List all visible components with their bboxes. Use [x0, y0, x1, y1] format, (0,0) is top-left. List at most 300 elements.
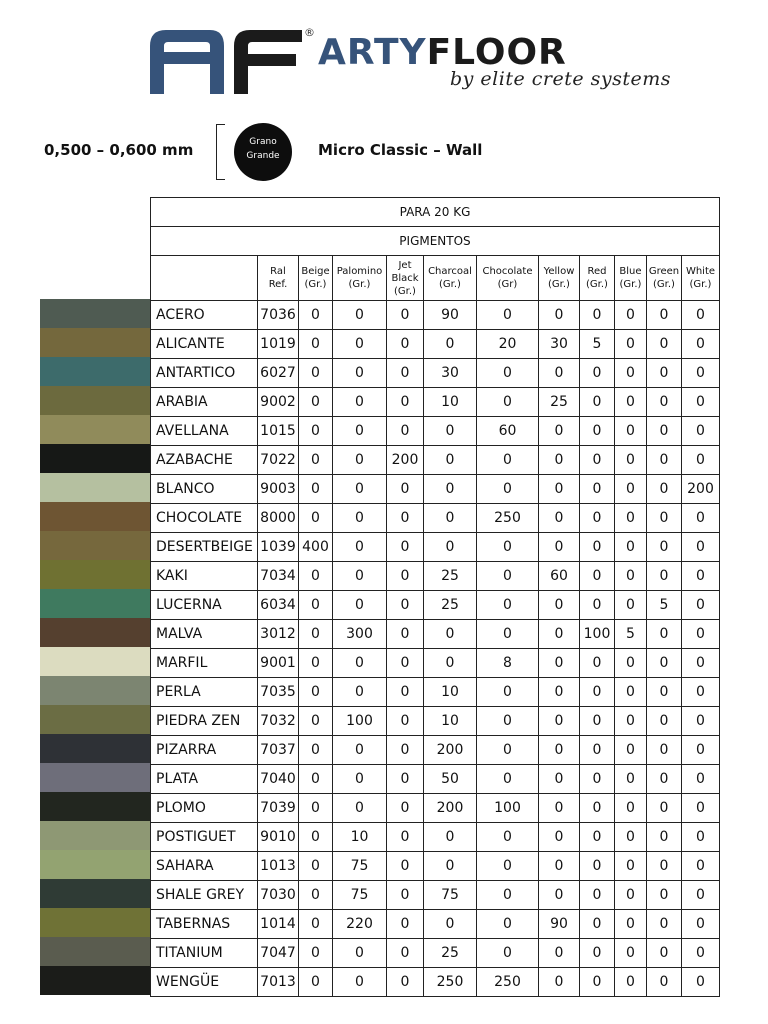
color-name-cell: AZABACHE [151, 446, 258, 475]
pigment-value-cell: 0 [580, 852, 615, 881]
pigment-value-cell: 0 [333, 446, 387, 475]
pigment-value-cell: 0 [580, 794, 615, 823]
pigment-value-cell: 0 [387, 533, 424, 562]
ral-ref-cell: 7047 [258, 939, 299, 968]
pigment-value-cell: 0 [387, 620, 424, 649]
pigment-value-cell: 0 [539, 591, 580, 620]
pigment-value-cell: 0 [615, 707, 647, 736]
color-swatch [40, 531, 150, 560]
pigment-value-cell: 0 [539, 446, 580, 475]
pigment-value-cell: 0 [647, 388, 682, 417]
pigment-value-cell: 90 [539, 910, 580, 939]
pigment-value-cell: 0 [647, 939, 682, 968]
pigment-value-cell: 0 [539, 939, 580, 968]
table-row [151, 475, 720, 504]
header-blank-cell [151, 256, 258, 301]
pigment-value-cell: 8 [477, 649, 539, 678]
pigment-value-cell: 0 [580, 301, 615, 330]
pigment-value-cell: 0 [539, 504, 580, 533]
pigment-value-cell: 25 [424, 562, 477, 591]
pigment-value-cell: 0 [615, 359, 647, 388]
table-row [151, 736, 720, 765]
pigment-value-cell: 100 [477, 794, 539, 823]
table-row [151, 301, 720, 330]
pigment-value-cell: 0 [682, 620, 720, 649]
pigment-value-cell: 0 [424, 533, 477, 562]
pigment-table [150, 197, 720, 997]
pigment-value-cell: 0 [424, 852, 477, 881]
table-row [151, 910, 720, 939]
pigment-value-cell: 0 [682, 852, 720, 881]
color-name-cell: MALVA [151, 620, 258, 649]
pigment-value-cell: 0 [580, 968, 615, 997]
pigment-value-cell: 0 [424, 649, 477, 678]
table-subtitle: PIGMENTOS [151, 227, 720, 256]
ral-ref-cell: 7034 [258, 562, 299, 591]
ral-ref-cell: 7035 [258, 678, 299, 707]
pigment-value-cell: 0 [477, 823, 539, 852]
pigment-value-cell: 0 [647, 301, 682, 330]
pigment-value-cell: 0 [299, 910, 333, 939]
pigment-value-cell: 0 [580, 765, 615, 794]
color-name-cell: CHOCOLATE [151, 504, 258, 533]
grain-badge-line1: Grano [249, 137, 277, 147]
pigment-value-cell: 0 [424, 620, 477, 649]
pigment-value-cell: 75 [333, 881, 387, 910]
pigment-value-cell: 0 [647, 417, 682, 446]
pigment-value-cell: 0 [615, 330, 647, 359]
pigment-value-cell: 0 [615, 417, 647, 446]
pigment-value-cell: 0 [580, 823, 615, 852]
ral-ref-cell: 8000 [258, 504, 299, 533]
ral-ref-cell: 7040 [258, 765, 299, 794]
pigment-value-cell: 0 [387, 359, 424, 388]
pigment-value-cell: 0 [387, 910, 424, 939]
pigment-value-cell: 0 [615, 794, 647, 823]
pigment-value-cell: 0 [615, 475, 647, 504]
pigment-value-cell: 0 [647, 968, 682, 997]
color-name-cell: WENGÜE [151, 968, 258, 997]
pigment-value-cell: 25 [424, 939, 477, 968]
pigment-value-cell: 30 [539, 330, 580, 359]
ral-ref-cell: 7036 [258, 301, 299, 330]
table-row [151, 620, 720, 649]
ral-ref-cell: 7037 [258, 736, 299, 765]
pigment-value-cell: 0 [615, 852, 647, 881]
pigment-value-cell: 0 [682, 388, 720, 417]
color-swatch [40, 908, 150, 937]
pigment-value-cell: 0 [647, 649, 682, 678]
artyfloor-logo [148, 24, 672, 104]
pigment-value-cell: 0 [333, 533, 387, 562]
pigment-value-cell: 0 [615, 678, 647, 707]
af-monogram-icon [148, 24, 308, 96]
pigment-value-cell: 0 [424, 417, 477, 446]
pigment-value-cell: 0 [580, 417, 615, 446]
table-row [151, 533, 720, 562]
pigment-value-cell: 0 [333, 649, 387, 678]
pigment-value-cell: 0 [299, 330, 333, 359]
pigment-value-cell: 0 [387, 852, 424, 881]
pigment-value-cell: 0 [333, 301, 387, 330]
pigment-value-cell: 0 [387, 823, 424, 852]
pigment-value-cell: 0 [477, 881, 539, 910]
ral-ref-cell: 6034 [258, 591, 299, 620]
pigment-value-cell: 0 [387, 736, 424, 765]
pigment-value-cell: 0 [647, 852, 682, 881]
pigment-value-cell: 0 [387, 678, 424, 707]
pigment-value-cell: 0 [615, 533, 647, 562]
pigment-value-cell: 0 [539, 620, 580, 649]
pigment-value-cell: 0 [387, 707, 424, 736]
pigment-value-cell: 0 [615, 649, 647, 678]
pigment-value-cell: 0 [299, 881, 333, 910]
pigment-value-cell: 0 [299, 968, 333, 997]
pigment-value-cell: 0 [333, 591, 387, 620]
color-name-cell: PIEDRA ZEN [151, 707, 258, 736]
pigment-value-cell: 0 [580, 475, 615, 504]
pigment-value-cell: 0 [299, 301, 333, 330]
pigment-value-cell: 0 [682, 591, 720, 620]
grain-badge [234, 123, 292, 181]
pigment-value-cell: 0 [647, 533, 682, 562]
pigment-value-cell: 0 [477, 359, 539, 388]
pigment-value-cell: 0 [387, 649, 424, 678]
pigment-value-cell: 0 [424, 823, 477, 852]
ral-ref-cell: 1013 [258, 852, 299, 881]
pigment-value-cell: 0 [387, 475, 424, 504]
pigment-value-cell: 0 [477, 939, 539, 968]
pigment-value-cell: 0 [682, 736, 720, 765]
color-swatch [40, 850, 150, 879]
pigment-value-cell: 0 [477, 736, 539, 765]
pigment-value-cell: 0 [299, 446, 333, 475]
ral-ref-cell: 6027 [258, 359, 299, 388]
pigment-value-cell: 0 [647, 765, 682, 794]
pigment-value-cell: 250 [477, 504, 539, 533]
pigment-value-cell: 0 [539, 765, 580, 794]
pigment-value-cell: 0 [477, 475, 539, 504]
ral-ref-cell: 7030 [258, 881, 299, 910]
pigment-value-cell: 25 [539, 388, 580, 417]
color-swatch [40, 879, 150, 908]
column-header-white: White (Gr.) [682, 256, 720, 301]
color-name-cell: SHALE GREY [151, 881, 258, 910]
pigment-value-cell: 0 [647, 794, 682, 823]
pigment-value-cell: 0 [299, 823, 333, 852]
pigment-value-cell: 0 [682, 330, 720, 359]
pigment-value-cell: 220 [333, 910, 387, 939]
ral-ref-cell: 9010 [258, 823, 299, 852]
pigment-value-cell: 0 [647, 620, 682, 649]
color-name-cell: SAHARA [151, 852, 258, 881]
pigment-value-cell: 0 [539, 475, 580, 504]
pigment-value-cell: 25 [424, 591, 477, 620]
pigment-value-cell: 0 [333, 968, 387, 997]
pigment-value-cell: 0 [387, 504, 424, 533]
table-row [151, 504, 720, 533]
ral-ref-cell: 9001 [258, 649, 299, 678]
pigment-value-cell: 0 [387, 591, 424, 620]
color-swatch [40, 763, 150, 792]
pigment-value-cell: 0 [424, 330, 477, 359]
color-name-cell: TABERNAS [151, 910, 258, 939]
pigment-value-cell: 0 [477, 852, 539, 881]
pigment-value-cell: 0 [615, 446, 647, 475]
pigment-value-cell: 0 [477, 591, 539, 620]
pigment-value-cell: 0 [580, 504, 615, 533]
color-name-cell: PLATA [151, 765, 258, 794]
pigment-value-cell: 0 [539, 736, 580, 765]
pigment-value-cell: 10 [333, 823, 387, 852]
ral-ref-cell: 1014 [258, 910, 299, 939]
ral-ref-cell: 1019 [258, 330, 299, 359]
pigment-value-cell: 0 [477, 301, 539, 330]
pigment-value-cell: 0 [477, 533, 539, 562]
brand-name: ARTYFLOOR [318, 32, 567, 73]
pigment-value-cell: 5 [580, 330, 615, 359]
pigment-value-cell: 0 [424, 446, 477, 475]
pigment-value-cell: 0 [539, 823, 580, 852]
pigment-value-cell: 0 [477, 678, 539, 707]
pigment-value-cell: 0 [682, 446, 720, 475]
table-row [151, 591, 720, 620]
pigment-value-cell: 0 [682, 765, 720, 794]
ral-ref-cell: 3012 [258, 620, 299, 649]
color-swatch-column [40, 299, 150, 995]
table-row [151, 649, 720, 678]
column-header-beige: Beige (Gr.) [299, 256, 333, 301]
pigment-value-cell: 0 [299, 620, 333, 649]
pigment-value-cell: 0 [647, 823, 682, 852]
pigment-value-cell: 0 [647, 504, 682, 533]
pigment-value-cell: 30 [424, 359, 477, 388]
color-name-cell: ACERO [151, 301, 258, 330]
color-swatch [40, 502, 150, 531]
pigment-value-cell: 0 [333, 794, 387, 823]
pigment-value-cell: 0 [299, 852, 333, 881]
pigment-value-cell: 0 [387, 562, 424, 591]
pigment-value-cell: 0 [682, 417, 720, 446]
pigment-value-cell: 0 [682, 881, 720, 910]
pigment-value-cell: 0 [580, 359, 615, 388]
ral-ref-cell: 7013 [258, 968, 299, 997]
pigment-value-cell: 0 [299, 678, 333, 707]
color-name-cell: POSTIGUET [151, 823, 258, 852]
pigment-value-cell: 0 [682, 359, 720, 388]
pigment-value-cell: 10 [424, 707, 477, 736]
pigment-value-cell: 60 [477, 417, 539, 446]
color-name-cell: ALICANTE [151, 330, 258, 359]
column-header-charcoal: Charcoal (Gr.) [424, 256, 477, 301]
color-name-cell: TITANIUM [151, 939, 258, 968]
product-name: Micro Classic – Wall [318, 141, 483, 159]
pigment-value-cell: 0 [682, 910, 720, 939]
color-swatch [40, 792, 150, 821]
pigment-value-cell: 0 [580, 939, 615, 968]
pigment-value-cell: 0 [299, 359, 333, 388]
pigment-value-cell: 0 [539, 301, 580, 330]
color-name-cell: KAKI [151, 562, 258, 591]
table-row [151, 939, 720, 968]
pigment-value-cell: 0 [477, 446, 539, 475]
pigment-value-cell: 0 [580, 649, 615, 678]
pigment-value-cell: 0 [477, 910, 539, 939]
pigment-value-cell: 0 [682, 794, 720, 823]
pigment-value-cell: 0 [539, 707, 580, 736]
column-header-ral: Ral Ref. [258, 256, 299, 301]
pigment-value-cell: 0 [387, 388, 424, 417]
color-name-cell: AVELLANA [151, 417, 258, 446]
pigment-value-cell: 0 [647, 359, 682, 388]
table-row [151, 417, 720, 446]
pigment-value-cell: 0 [682, 707, 720, 736]
pigment-value-cell: 0 [299, 504, 333, 533]
color-name-cell: LUCERNA [151, 591, 258, 620]
pigment-value-cell: 0 [299, 794, 333, 823]
grain-badge-line2: Grande [246, 151, 280, 161]
pigment-value-cell: 0 [387, 301, 424, 330]
column-header-jet-black: Jet Black (Gr.) [387, 256, 424, 301]
pigment-value-cell: 0 [615, 504, 647, 533]
pigment-value-cell: 0 [299, 562, 333, 591]
pigment-value-cell: 0 [299, 765, 333, 794]
pigment-value-cell: 0 [615, 591, 647, 620]
table-row [151, 359, 720, 388]
pigment-value-cell: 0 [387, 881, 424, 910]
color-name-cell: PLOMO [151, 794, 258, 823]
pigment-value-cell: 0 [333, 736, 387, 765]
pigment-value-cell: 0 [333, 678, 387, 707]
pigment-value-cell: 0 [682, 823, 720, 852]
pigment-value-cell: 0 [477, 562, 539, 591]
pigment-value-cell: 0 [387, 968, 424, 997]
color-swatch [40, 705, 150, 734]
color-swatch [40, 328, 150, 357]
color-name-cell: PIZARRA [151, 736, 258, 765]
color-swatch [40, 937, 150, 966]
color-name-cell: ANTARTICO [151, 359, 258, 388]
pigment-value-cell: 0 [615, 823, 647, 852]
pigment-value-cell: 0 [615, 765, 647, 794]
pigment-value-cell: 0 [424, 504, 477, 533]
pigment-value-cell: 0 [299, 417, 333, 446]
pigment-value-cell: 0 [615, 736, 647, 765]
pigment-value-cell: 10 [424, 678, 477, 707]
pigment-value-cell: 0 [387, 417, 424, 446]
color-swatch [40, 734, 150, 763]
pigment-value-cell: 0 [387, 939, 424, 968]
pigment-value-cell: 0 [333, 765, 387, 794]
pigment-value-cell: 20 [477, 330, 539, 359]
pigment-value-cell: 0 [539, 881, 580, 910]
pigment-value-cell: 0 [615, 562, 647, 591]
column-header-yellow: Yellow (Gr.) [539, 256, 580, 301]
pigment-value-cell: 0 [580, 446, 615, 475]
table-row [151, 823, 720, 852]
color-swatch [40, 560, 150, 589]
table-row [151, 881, 720, 910]
pigment-value-cell: 0 [615, 301, 647, 330]
pigment-value-cell: 0 [299, 649, 333, 678]
ral-ref-cell: 9002 [258, 388, 299, 417]
pigment-value-cell: 0 [682, 533, 720, 562]
ral-ref-cell: 9003 [258, 475, 299, 504]
pigment-value-cell: 0 [615, 881, 647, 910]
pigment-value-cell: 0 [333, 504, 387, 533]
pigment-value-cell: 200 [682, 475, 720, 504]
pigment-value-cell: 0 [539, 649, 580, 678]
pigment-value-cell: 400 [299, 533, 333, 562]
pigment-value-cell: 0 [333, 388, 387, 417]
pigment-value-cell: 0 [647, 736, 682, 765]
pigment-value-cell: 0 [387, 794, 424, 823]
table-row [151, 794, 720, 823]
pigment-value-cell: 300 [333, 620, 387, 649]
column-header-palomino: Palomino (Gr.) [333, 256, 387, 301]
pigment-value-cell: 0 [477, 388, 539, 417]
pigment-value-cell: 0 [580, 910, 615, 939]
pigment-value-cell: 0 [539, 359, 580, 388]
pigment-value-cell: 0 [299, 736, 333, 765]
pigment-value-cell: 0 [682, 939, 720, 968]
pigment-value-cell: 0 [333, 562, 387, 591]
pigment-value-cell: 0 [615, 910, 647, 939]
pigment-value-cell: 0 [333, 359, 387, 388]
pigment-value-cell: 75 [424, 881, 477, 910]
pigment-value-cell: 90 [424, 301, 477, 330]
color-swatch [40, 386, 150, 415]
pigment-value-cell: 0 [477, 707, 539, 736]
pigment-value-cell: 250 [477, 968, 539, 997]
pigment-value-cell: 0 [387, 765, 424, 794]
color-swatch [40, 444, 150, 473]
table-row [151, 678, 720, 707]
pigment-value-cell: 0 [615, 388, 647, 417]
pigment-value-cell: 0 [424, 475, 477, 504]
table-row [151, 852, 720, 881]
ral-ref-cell: 7039 [258, 794, 299, 823]
color-swatch [40, 647, 150, 676]
color-swatch [40, 618, 150, 647]
color-name-cell: PERLA [151, 678, 258, 707]
color-name-cell: DESERTBEIGE [151, 533, 258, 562]
column-header-red: Red (Gr.) [580, 256, 615, 301]
pigment-value-cell: 0 [647, 475, 682, 504]
pigment-value-cell: 0 [647, 446, 682, 475]
pigment-value-cell: 200 [424, 736, 477, 765]
pigment-value-cell: 0 [299, 475, 333, 504]
ral-ref-cell: 7032 [258, 707, 299, 736]
pigment-value-cell: 0 [682, 504, 720, 533]
pigment-value-cell: 0 [615, 939, 647, 968]
pigment-value-cell: 0 [682, 301, 720, 330]
table-row [151, 707, 720, 736]
pigment-value-cell: 0 [647, 910, 682, 939]
color-swatch [40, 415, 150, 444]
color-swatch [40, 589, 150, 618]
table-title: PARA 20 KG [151, 198, 720, 227]
table-row [151, 446, 720, 475]
pigment-value-cell: 0 [580, 678, 615, 707]
pigment-value-cell: 100 [333, 707, 387, 736]
pigment-value-cell: 0 [387, 330, 424, 359]
pigment-value-cell: 0 [539, 794, 580, 823]
pigment-value-cell: 0 [333, 939, 387, 968]
pigment-value-cell: 0 [580, 591, 615, 620]
pigment-value-cell: 0 [682, 968, 720, 997]
pigment-value-cell: 0 [580, 562, 615, 591]
